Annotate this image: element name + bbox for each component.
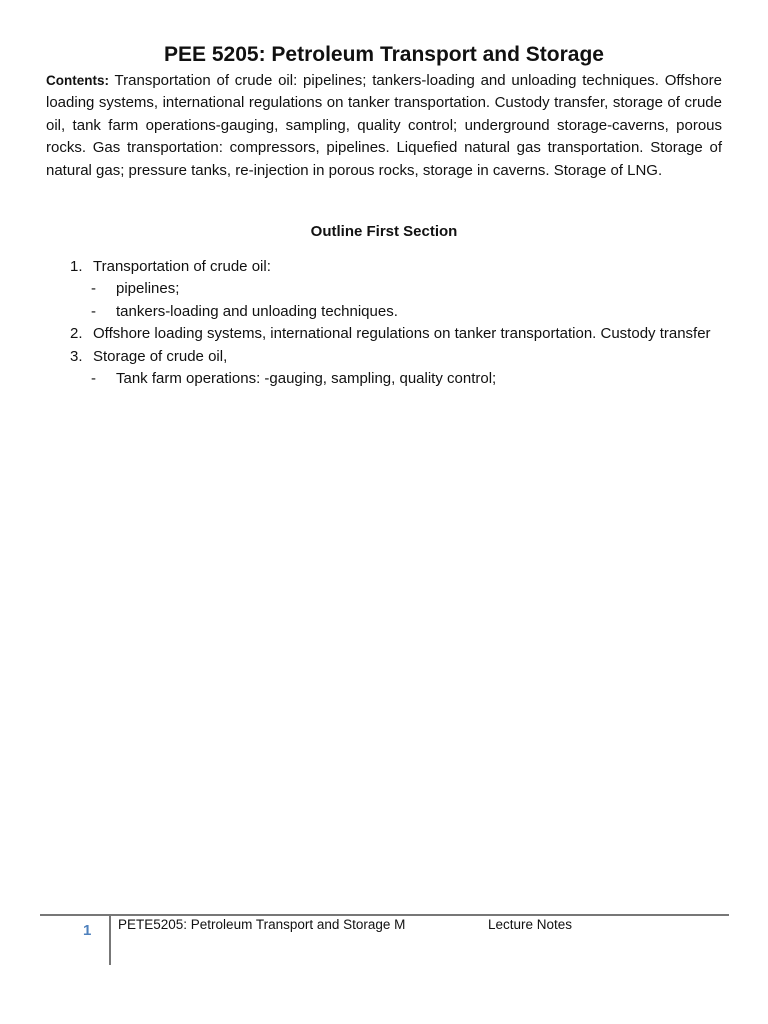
outline-item xyxy=(70,323,722,345)
outline-item xyxy=(70,256,722,323)
outline-item xyxy=(70,346,722,391)
outline-item-text: Transportation of crude oil: xyxy=(93,258,271,275)
dash-bullet: - xyxy=(91,302,96,320)
outline-sublist xyxy=(70,278,722,323)
contents-text: Transportation of crude oil: pipelines; tankers-loading and unloading techniques. Offshore loading systems, international regulations on tanker transportation. Custody transfer, storage of crude oil, tank farm operations-gauging, sampling, quality control; underground storage-caverns, porous rocks. Gas transportation: compressors, pipelines. Liquefied natural gas transportation. Storage of natural gas; pressure tanks, re-injection in porous rocks, storage in caverns. Storage of LNG. xyxy=(46,72,723,179)
outline-heading: Outline First Section xyxy=(310,223,458,240)
outline-subitem xyxy=(70,368,722,390)
document-title: PEE 5205: Petroleum Transport and Storage xyxy=(164,43,604,66)
outline-item-number: 2. xyxy=(70,325,83,343)
dash-bullet: - xyxy=(91,280,96,298)
outline-subitem-text: Tank farm operations: -gauging, sampling, quality control; xyxy=(116,370,497,388)
contents-paragraph xyxy=(46,70,722,182)
footer-rule xyxy=(40,914,729,916)
outline-item-text: Storage of crude oil, xyxy=(93,347,228,365)
dash-bullet: - xyxy=(91,370,96,388)
contents-label: Contents: xyxy=(46,73,109,88)
outline-sublist xyxy=(70,368,722,390)
outline-item-number: 1. xyxy=(70,258,83,275)
footer-notes-text: Lecture Notes xyxy=(488,917,573,932)
outline-subitem xyxy=(70,301,722,323)
page-number: 1 xyxy=(83,922,92,939)
outline-subitem xyxy=(70,278,722,300)
outline-subitem-text: pipelines; xyxy=(116,280,180,298)
outline-item-number: 3. xyxy=(70,347,83,365)
footer-divider xyxy=(109,916,111,965)
outline-item-text: Offshore loading systems, international regulations on tanker transportation. Custody transfer xyxy=(93,325,711,343)
footer-course-text: PETE5205: Petroleum Transport and Storage M xyxy=(118,917,406,932)
outline-list xyxy=(70,256,722,390)
outline-subitem-text: tankers-loading and unloading techniques. xyxy=(116,302,398,320)
